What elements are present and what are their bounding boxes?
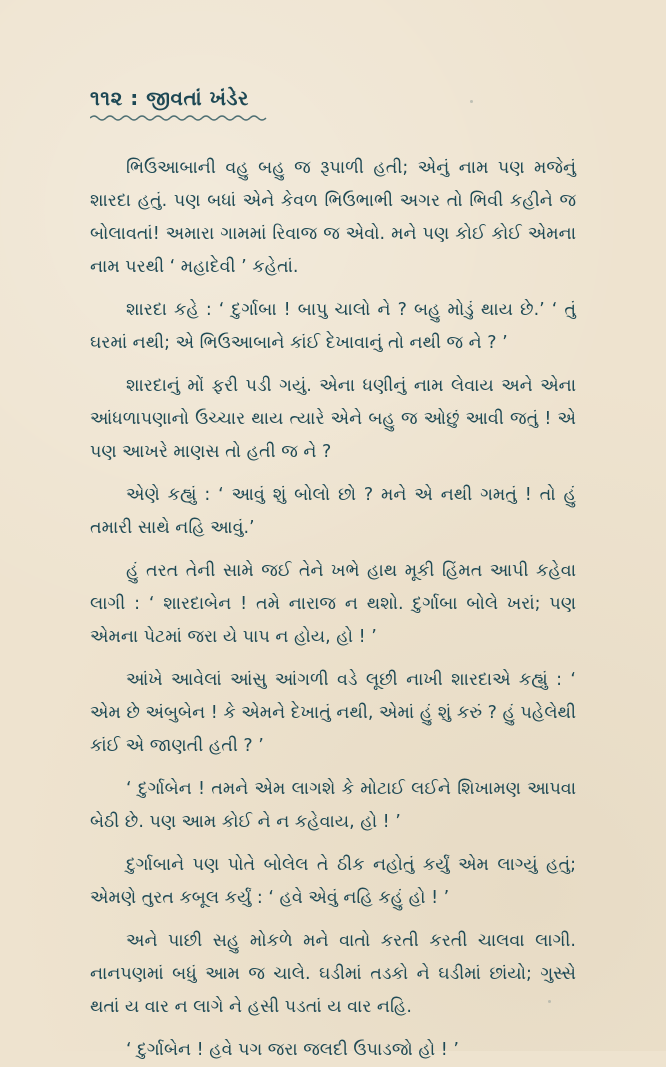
paragraph: દુર્ગાબાને પણ પોતે બોલેલ તે ઠીક નહોતું કર્યું એમ લાગ્યું હતું; એમણે તુરત કબૂલ કર્યું : ‘ હવે એવું નહિ કહું હો ! ’ <box>90 855 576 908</box>
running-header <box>90 86 268 126</box>
page-number-and-title: ૧૧૨ : જીવતાં ખંડેર <box>90 86 249 110</box>
paragraph: શારદા કહે : ‘ દુર્ગાબા ! બાપુ ચાલો ને ? બહુ મોડું થાય છે.’ ‘ તું ઘરમાં નથી; એ ભિઉઆબાને કાંઈ દેખાવાનું તો નથી જ ને ? ’ <box>90 300 576 353</box>
wavy-underline <box>90 114 268 122</box>
paragraph: એણે કહ્યું : ‘ આવું શું બોલો છો ? મને એ નથી ગમતું ! તો હું તમારી સાથે નહિ આવું.’ <box>90 485 576 538</box>
paragraph: અને પાછી સહુ મોકળે મને વાતો કરતી કરતી ચાલવા લાગી. નાનપણમાં બધું આમ જ ચાલે. ઘડીમાં તડકો ને ઘડીમાં છાંયો; ગુસ્સે થતાં ય વાર ન લાગે ને હસી પડતાં ય વાર નહિ. <box>90 931 576 1017</box>
paragraph: ‘ દુર્ગાબેન ! હવે પગ જરા જલદી ઉપાડજો હો ! ’ <box>126 1040 459 1060</box>
paragraph: આંખે આવેલાં આંસુ આંગળી વડે લૂછી નાખી શારદાએ કહ્યું : ‘ એમ છે અંબુબેન ! કે એમને દેખાતું નથી, એમાં હું શું કરું ? હું પહેલેથી કાંઈ એ જાણતી હતી ? ’ <box>90 670 576 756</box>
paragraph: હું તરત તેની સામે જઈ તેને ખભે હાથ મૂકી હિંમત આપી કહેવા લાગી : ‘ શારદાબેન ! તમે નારાજ ન થશો. દુર્ગાબા બોલે ખરાં; પણ એમના પેટમાં જરા યે પાપ ન હોય, હો ! ’ <box>90 561 576 647</box>
paper-speck <box>548 1000 551 1003</box>
paper-speck <box>470 100 473 103</box>
paragraph: ‘ દુર્ગાબેન ! તમને એમ લાગશે કે મોટાઈ લઈને શિખામણ આપવા બેઠી છે. પણ આમ કોઈ ને ન કહેવાય, હો ! ’ <box>90 779 576 832</box>
paragraph: શારદાનું મોં ફરી પડી ગયું. એના ધણીનું નામ લેવાય અને એના આંધળાપણાનો ઉચ્ચાર થાય ત્યારે એને બહુ જ ઓછું આવી જતું ! એ પણ આખરે માણસ તો હતી જ ને ? <box>90 376 576 462</box>
paragraph: ભિઉઆબાની વહુ બહુ જ રૂપાળી હતી; એનું નામ પણ મજેનું શારદા હતું. પણ બધાં એને કેવળ ભિઉભાભી અગર તો ભિવી કહીને જ બોલાવતાં! અમારા ગામમાં રિવાજ જ એવો. મને પણ કોઈ કોઈ એમના નામ પરથી ‘ મહાદેવી ’ કહેતાં. <box>90 158 576 277</box>
